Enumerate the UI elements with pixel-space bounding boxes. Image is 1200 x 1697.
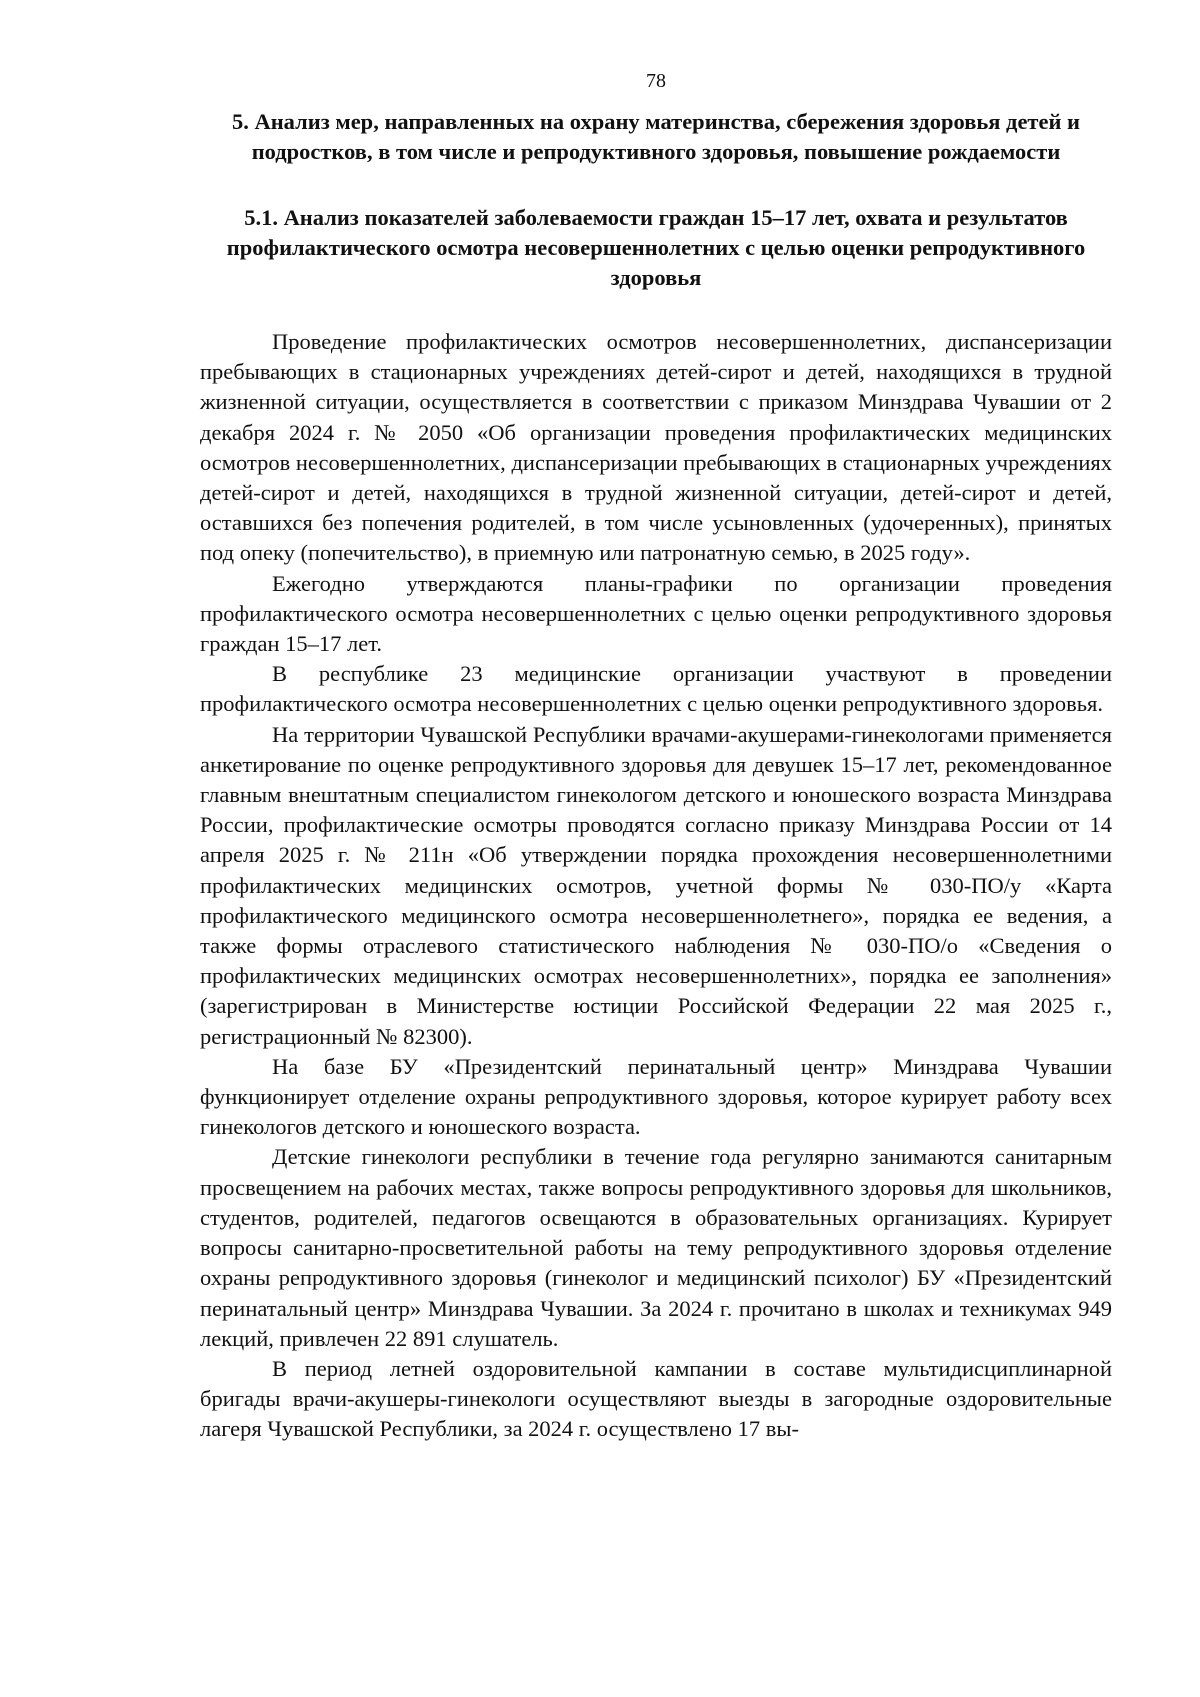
paragraph: Ежегодно утверждаются планы-графики по организации проведения профилактического осмотра несовершеннолетних с целью оценки репродуктивного здоровья граждан 15–17 лет. xyxy=(200,570,1112,657)
page-number: 78 xyxy=(646,70,666,92)
paragraph: В республике 23 медицинские организации участвуют в проведении профилактического осмотра несовершеннолетних с целью оценки репродуктивного здоровья. xyxy=(200,661,1112,717)
document-page xyxy=(200,68,1112,1445)
paragraph: В период летней оздоровительной кампании в составе мультидисциплинарной бригады врачи-акушеры-гинекологи осуществляют выезды в загородные оздоровительные лагеря Чувашской Республики, за 2024 г. осуществлено 17 вы- xyxy=(200,1355,1112,1442)
subsection-title: 5.1. Анализ показателей заболеваемости граждан 15–17 лет, охвата и результатов профилактического осмотра несовершеннолетних с целью оценки репродуктивного здоровья xyxy=(226,205,1086,290)
paragraph: Детские гинекологи республики в течение года регулярно занимаются санитарным просвещением на рабочих местах, также вопросы репродуктивного здоровья для школьников, студентов, родителей, педагогов освещаются в образовательных организациях. Курирует вопросы санитарно-просветительной работы на тему репродуктивного здоровья отделение охраны репродуктивного здоровья (гинеколог и медицинский психолог) БУ «Президентский перинатальный центр» Минздрава Чувашии. За 2024 г. прочитано в школах и техникумах 949 лекций, привлечен 22 891 слушатель. xyxy=(200,1144,1112,1351)
paragraph: Проведение профилактических осмотров несовершеннолетних, диспансеризации пребывающих в стационарных учреждениях детей-сирот и детей, находящихся в трудной жизненной ситуации, осуществляется в соответствии с приказом Минздрава Чувашии от 2 декабря 2024 г. № 2050 «Об организации проведения профилактических медицинских осмотров несовершеннолетних, диспансеризации пребывающих в стационарных учреждениях детей-сирот и детей, находящихся в трудной жизненной ситуации, детей-сирот и детей, оставшихся без попечения родителей, в том числе усыновленных (удочеренных), принятых под опеку (попечительство), в приемную или патронатную семью, в 2025 году». xyxy=(200,329,1112,566)
body-text xyxy=(200,327,1112,1445)
paragraph: На территории Чувашской Республики врачами-акушерами-гинекологами применяется анкетирование по оценке репродуктивного здоровья для девушек 15–17 лет, рекомендованное главным внештатным специалистом гинекологом детского и юношеского возраста Минздрава России, профилактические осмотры проводятся согласно приказу Минздрава России от 14 апреля 2025 г. № 211н «Об утверждении порядка прохождения несовершеннолетними профилактических медицинских осмотров, учетной формы № 030-ПО/у «Карта профилактического медицинского осмотра несовершеннолетнего», порядка ее ведения, а также формы отраслевого статистического наблюдения № 030-ПО/о «Сведения о профилактических медицинских осмотрах несовершеннолетних», порядка ее заполнения» (зарегистрирован в Министерстве юстиции Российской Федерации 22 мая 2025 г., регистрационный № 82300). xyxy=(200,721,1112,1049)
section-title: 5. Анализ мер, направленных на охрану материнства, сбережения здоровья детей и подростков, в том числе и репродуктивного здоровья, повышение рождаемости xyxy=(231,109,1081,164)
paragraph: На базе БУ «Президентский перинатальный центр» Минздрава Чувашии функционирует отделение охраны репродуктивного здоровья, которое курирует работу всех гинекологов детского и юношеского возраста. xyxy=(200,1053,1112,1140)
